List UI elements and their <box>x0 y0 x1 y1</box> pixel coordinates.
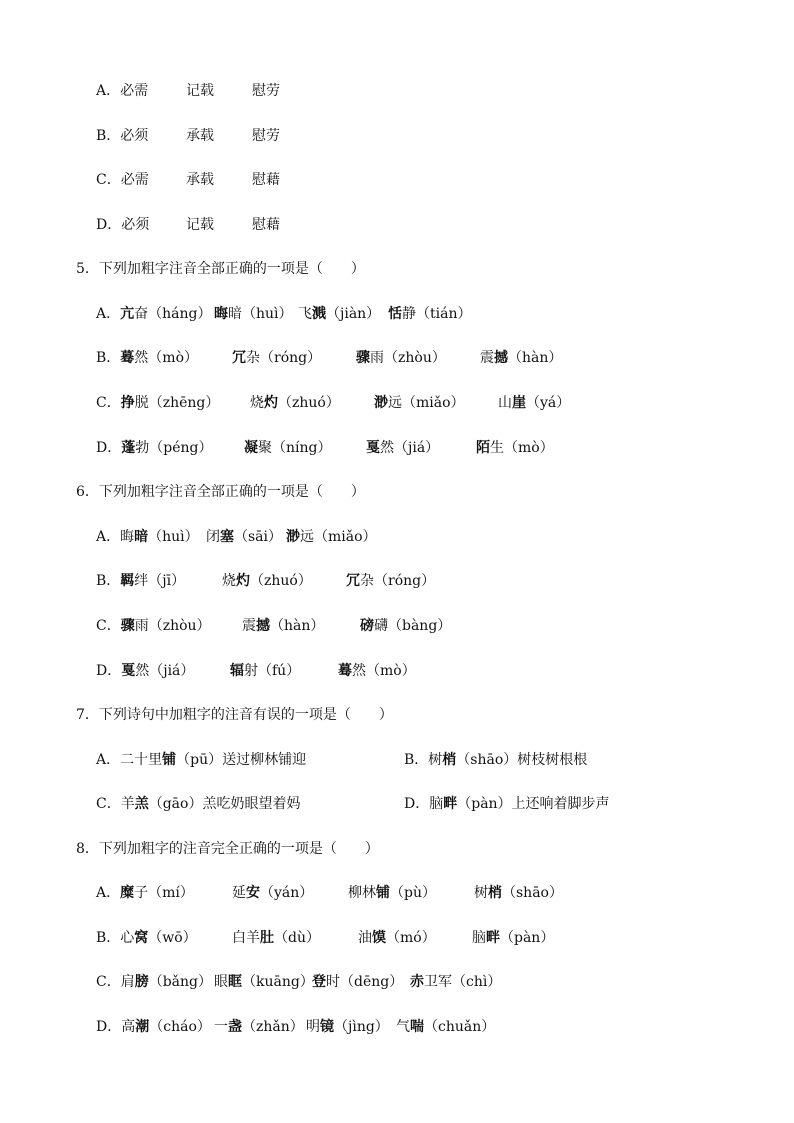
text-segment: 慰劳 <box>252 83 280 99</box>
bold-char: 骤 <box>356 350 370 366</box>
option-item <box>76 839 379 859</box>
option-item <box>252 126 280 146</box>
bold-char: 渺 <box>286 529 300 545</box>
text-segment: 承载 <box>186 172 214 188</box>
text-segment: D． <box>96 663 122 679</box>
text-segment: 慰劳 <box>252 128 280 144</box>
text-segment: 绊（jī） <box>134 573 186 589</box>
bold-char: 灼 <box>264 395 278 411</box>
text-segment: A．晦 <box>96 529 135 545</box>
option-item <box>404 750 587 770</box>
text-segment: A． <box>96 885 121 901</box>
text-segment: B． <box>96 350 121 366</box>
option-item <box>360 616 451 636</box>
bold-char: 暗 <box>134 529 149 545</box>
bold-char: 挣 <box>120 395 135 411</box>
text-segment: 6．下列加粗字注音全部正确的一项是（ ） <box>76 484 365 500</box>
bold-char: 眶 <box>228 974 242 990</box>
option-item <box>232 883 313 903</box>
bold-char: 晦 <box>214 306 228 322</box>
text-segment: 树 <box>474 885 488 901</box>
text-segment: （yá） <box>526 395 571 411</box>
bold-char: 畔 <box>443 796 458 812</box>
bold-char: 撼 <box>256 618 270 634</box>
bold-char: 崖 <box>512 395 526 411</box>
text-segment: B．必须 <box>96 128 149 144</box>
text-segment: C．羊 <box>96 796 135 812</box>
option-item <box>96 616 211 636</box>
option-item <box>252 215 280 235</box>
text-segment: 然（jiá） <box>380 440 440 456</box>
text-segment: 一 <box>214 1019 228 1035</box>
text-segment: B．树 <box>404 752 443 768</box>
bold-char: 蓬 <box>121 440 136 456</box>
text-segment: C．肩 <box>96 974 135 990</box>
bold-char: 戛 <box>366 440 380 456</box>
option-item <box>96 661 194 681</box>
text-segment: 远（miǎo） <box>388 395 465 411</box>
text-segment: 杂（róng） <box>360 573 436 589</box>
text-segment: 眼 <box>214 974 228 990</box>
option-item <box>374 393 465 413</box>
text-segment: （yán） <box>260 885 314 901</box>
bold-char: 渺 <box>374 395 388 411</box>
bold-char: 撼 <box>494 350 508 366</box>
text-segment: 然（jiá） <box>135 663 195 679</box>
text-segment: 慰藉 <box>252 217 280 233</box>
option-item <box>214 1017 304 1037</box>
text-segment: D．脑 <box>404 796 444 812</box>
text-segment: 聚（níng） <box>258 440 332 456</box>
option-item <box>396 1017 495 1037</box>
bold-char: 羔 <box>134 796 149 812</box>
text-segment: （hàn） <box>270 618 325 634</box>
bold-char: 赤 <box>410 974 424 990</box>
option-item <box>404 794 610 814</box>
bold-char: 梢 <box>488 885 502 901</box>
bold-char: 畔 <box>486 930 500 946</box>
text-segment: 然（mò） <box>134 350 199 366</box>
option-item <box>186 126 214 146</box>
bold-char: 溅 <box>312 306 326 322</box>
bold-char: 蓦 <box>120 350 135 366</box>
option-item <box>96 438 212 458</box>
text-segment: （zhuó） <box>250 573 312 589</box>
text-segment: 脑 <box>472 930 486 946</box>
bold-char: 亢 <box>120 306 135 322</box>
option-item <box>96 304 211 324</box>
option-item <box>214 972 314 992</box>
text-segment: （zhuó） <box>278 395 340 411</box>
text-segment: 远（miǎo） <box>300 529 377 545</box>
text-segment: C． <box>96 618 121 634</box>
bold-char: 戛 <box>121 663 136 679</box>
option-item <box>348 883 436 903</box>
text-segment: （pū）送过柳林铺迎 <box>176 752 307 768</box>
option-item <box>96 928 197 948</box>
bold-char: 肚 <box>260 930 274 946</box>
text-segment: 射（fú） <box>244 663 301 679</box>
bold-char: 糜 <box>120 885 135 901</box>
option-item <box>96 750 306 770</box>
text-segment: 延 <box>232 885 246 901</box>
text-segment: B． <box>96 573 121 589</box>
bold-char: 梢 <box>442 752 457 768</box>
option-item <box>96 126 148 146</box>
text-segment: （zhǎn） <box>242 1019 304 1035</box>
bold-char: 馍 <box>372 930 386 946</box>
option-item <box>286 527 377 547</box>
option-item <box>96 215 149 235</box>
text-segment: （pù） <box>390 885 436 901</box>
text-segment: 柳林 <box>348 885 376 901</box>
option-item <box>230 661 300 681</box>
option-item <box>338 661 416 681</box>
option-item <box>474 883 563 903</box>
bold-char: 冗 <box>346 573 360 589</box>
option-item <box>96 348 198 368</box>
option-item <box>476 438 554 458</box>
option-item <box>96 972 212 992</box>
option-item <box>252 81 280 101</box>
text-segment: D．必须 <box>96 217 150 233</box>
option-item <box>96 1017 211 1037</box>
option-item <box>312 972 403 992</box>
option-item <box>480 348 562 368</box>
bold-char: 辐 <box>230 663 244 679</box>
bold-char: 铺 <box>376 885 390 901</box>
text-segment: 油 <box>358 930 372 946</box>
option-item <box>76 705 393 725</box>
text-segment: 记载 <box>186 83 214 99</box>
bold-char: 凝 <box>244 440 258 456</box>
option-item <box>186 170 214 190</box>
text-segment: A．必需 <box>96 83 149 99</box>
text-segment: 烧 <box>250 395 264 411</box>
text-segment: （jìng） <box>334 1019 389 1035</box>
bold-char: 陌 <box>476 440 490 456</box>
text-segment: 震 <box>242 618 256 634</box>
option-item <box>410 972 501 992</box>
text-segment: 8．下列加粗字的注音完全正确的一项是（ ） <box>76 841 379 857</box>
text-segment: 烧 <box>222 573 236 589</box>
option-item <box>96 81 148 101</box>
text-segment: （jiàn） <box>326 306 381 322</box>
text-segment: （chuǎn） <box>424 1019 496 1035</box>
bold-char: 骤 <box>120 618 135 634</box>
option-item <box>366 438 439 458</box>
text-segment: 闭 <box>206 529 220 545</box>
text-segment: （pàn） <box>500 930 555 946</box>
option-item <box>252 170 280 190</box>
text-segment: 子（mí） <box>134 885 194 901</box>
option-item <box>250 393 340 413</box>
text-segment: D．高 <box>96 1019 136 1035</box>
text-segment: （shāo） <box>502 885 563 901</box>
text-segment: 气 <box>396 1019 410 1035</box>
text-segment: （gāo）羔吃奶眼望着妈 <box>148 796 301 812</box>
option-item <box>96 883 194 903</box>
text-segment: 杂（róng） <box>246 350 322 366</box>
bold-char: 膀 <box>134 974 149 990</box>
text-segment: 明 <box>306 1019 320 1035</box>
text-segment: （sāi） <box>234 529 283 545</box>
text-segment: 礴（bàng） <box>374 618 452 634</box>
option-item <box>306 1017 389 1037</box>
text-segment: C． <box>96 395 121 411</box>
text-segment: （mó） <box>386 930 436 946</box>
bold-char: 灼 <box>236 573 250 589</box>
text-segment: （bǎng） <box>148 974 213 990</box>
bold-char: 塞 <box>220 529 234 545</box>
option-item <box>388 304 471 324</box>
bold-char: 蓦 <box>338 663 352 679</box>
text-segment: 山 <box>498 395 512 411</box>
option-item <box>472 928 554 948</box>
option-item <box>498 393 570 413</box>
text-segment: 7．下列诗句中加粗字的注音有误的一项是（ ） <box>76 707 393 723</box>
bold-char: 喘 <box>410 1019 424 1035</box>
bold-char: 羁 <box>120 573 135 589</box>
text-segment: 静（tián） <box>402 306 472 322</box>
text-segment: 雨（zhòu） <box>370 350 446 366</box>
option-item <box>214 304 293 324</box>
text-segment: B．心 <box>96 930 135 946</box>
text-segment: 承载 <box>186 128 214 144</box>
text-segment: （shāo）树枝树根根 <box>456 752 588 768</box>
text-segment: 脱（zhēng） <box>134 395 220 411</box>
option-item <box>186 215 214 235</box>
text-segment: 勃（péng） <box>135 440 213 456</box>
option-item <box>96 794 300 814</box>
bold-char: 潮 <box>135 1019 150 1035</box>
option-item <box>356 348 446 368</box>
bold-char: 镜 <box>320 1019 334 1035</box>
option-item <box>76 482 365 502</box>
text-segment: 奋（háng） <box>134 306 212 322</box>
text-segment: 暗（huì） <box>228 306 293 322</box>
option-item <box>96 571 185 591</box>
bold-char: 铺 <box>162 752 177 768</box>
text-segment: D． <box>96 440 122 456</box>
text-segment: （huì） <box>148 529 199 545</box>
option-item <box>298 304 380 324</box>
text-segment: 时（dēng） <box>326 974 404 990</box>
text-segment: C．必需 <box>96 172 149 188</box>
text-segment: （dù） <box>274 930 320 946</box>
option-item <box>96 527 199 547</box>
option-item <box>232 348 321 368</box>
text-segment: 震 <box>480 350 494 366</box>
text-segment: （hàn） <box>508 350 563 366</box>
text-segment: A．二十里 <box>96 752 163 768</box>
text-segment: 然（mò） <box>352 663 416 679</box>
option-item <box>206 527 282 547</box>
text-segment: A． <box>96 306 121 322</box>
text-segment: 白羊 <box>232 930 260 946</box>
option-item <box>358 928 436 948</box>
option-item <box>96 393 219 413</box>
bold-char: 恬 <box>388 306 402 322</box>
option-item <box>242 616 324 636</box>
text-segment: 生（mò） <box>490 440 554 456</box>
bold-char: 冗 <box>232 350 246 366</box>
text-segment: （pàn）上还响着脚步声 <box>457 796 610 812</box>
bold-char: 窝 <box>134 930 149 946</box>
bold-char: 盏 <box>228 1019 242 1035</box>
bold-char: 磅 <box>360 618 374 634</box>
option-item <box>244 438 331 458</box>
text-segment: 慰藉 <box>252 172 280 188</box>
text-segment: （cháo） <box>149 1019 211 1035</box>
option-item <box>96 170 149 190</box>
text-segment: 飞 <box>298 306 312 322</box>
option-item <box>232 928 320 948</box>
text-segment: （kuāng） <box>242 974 314 990</box>
option-item <box>76 259 365 279</box>
text-segment: 5．下列加粗字注音全部正确的一项是（ ） <box>76 261 365 277</box>
text-segment: 卫军（chì） <box>424 974 502 990</box>
text-segment: 记载 <box>186 217 214 233</box>
bold-char: 登 <box>312 974 326 990</box>
option-item <box>346 571 435 591</box>
text-segment: （wō） <box>148 930 197 946</box>
bold-char: 安 <box>246 885 260 901</box>
option-item <box>222 571 312 591</box>
option-item <box>186 81 214 101</box>
text-segment: 雨（zhòu） <box>134 618 211 634</box>
